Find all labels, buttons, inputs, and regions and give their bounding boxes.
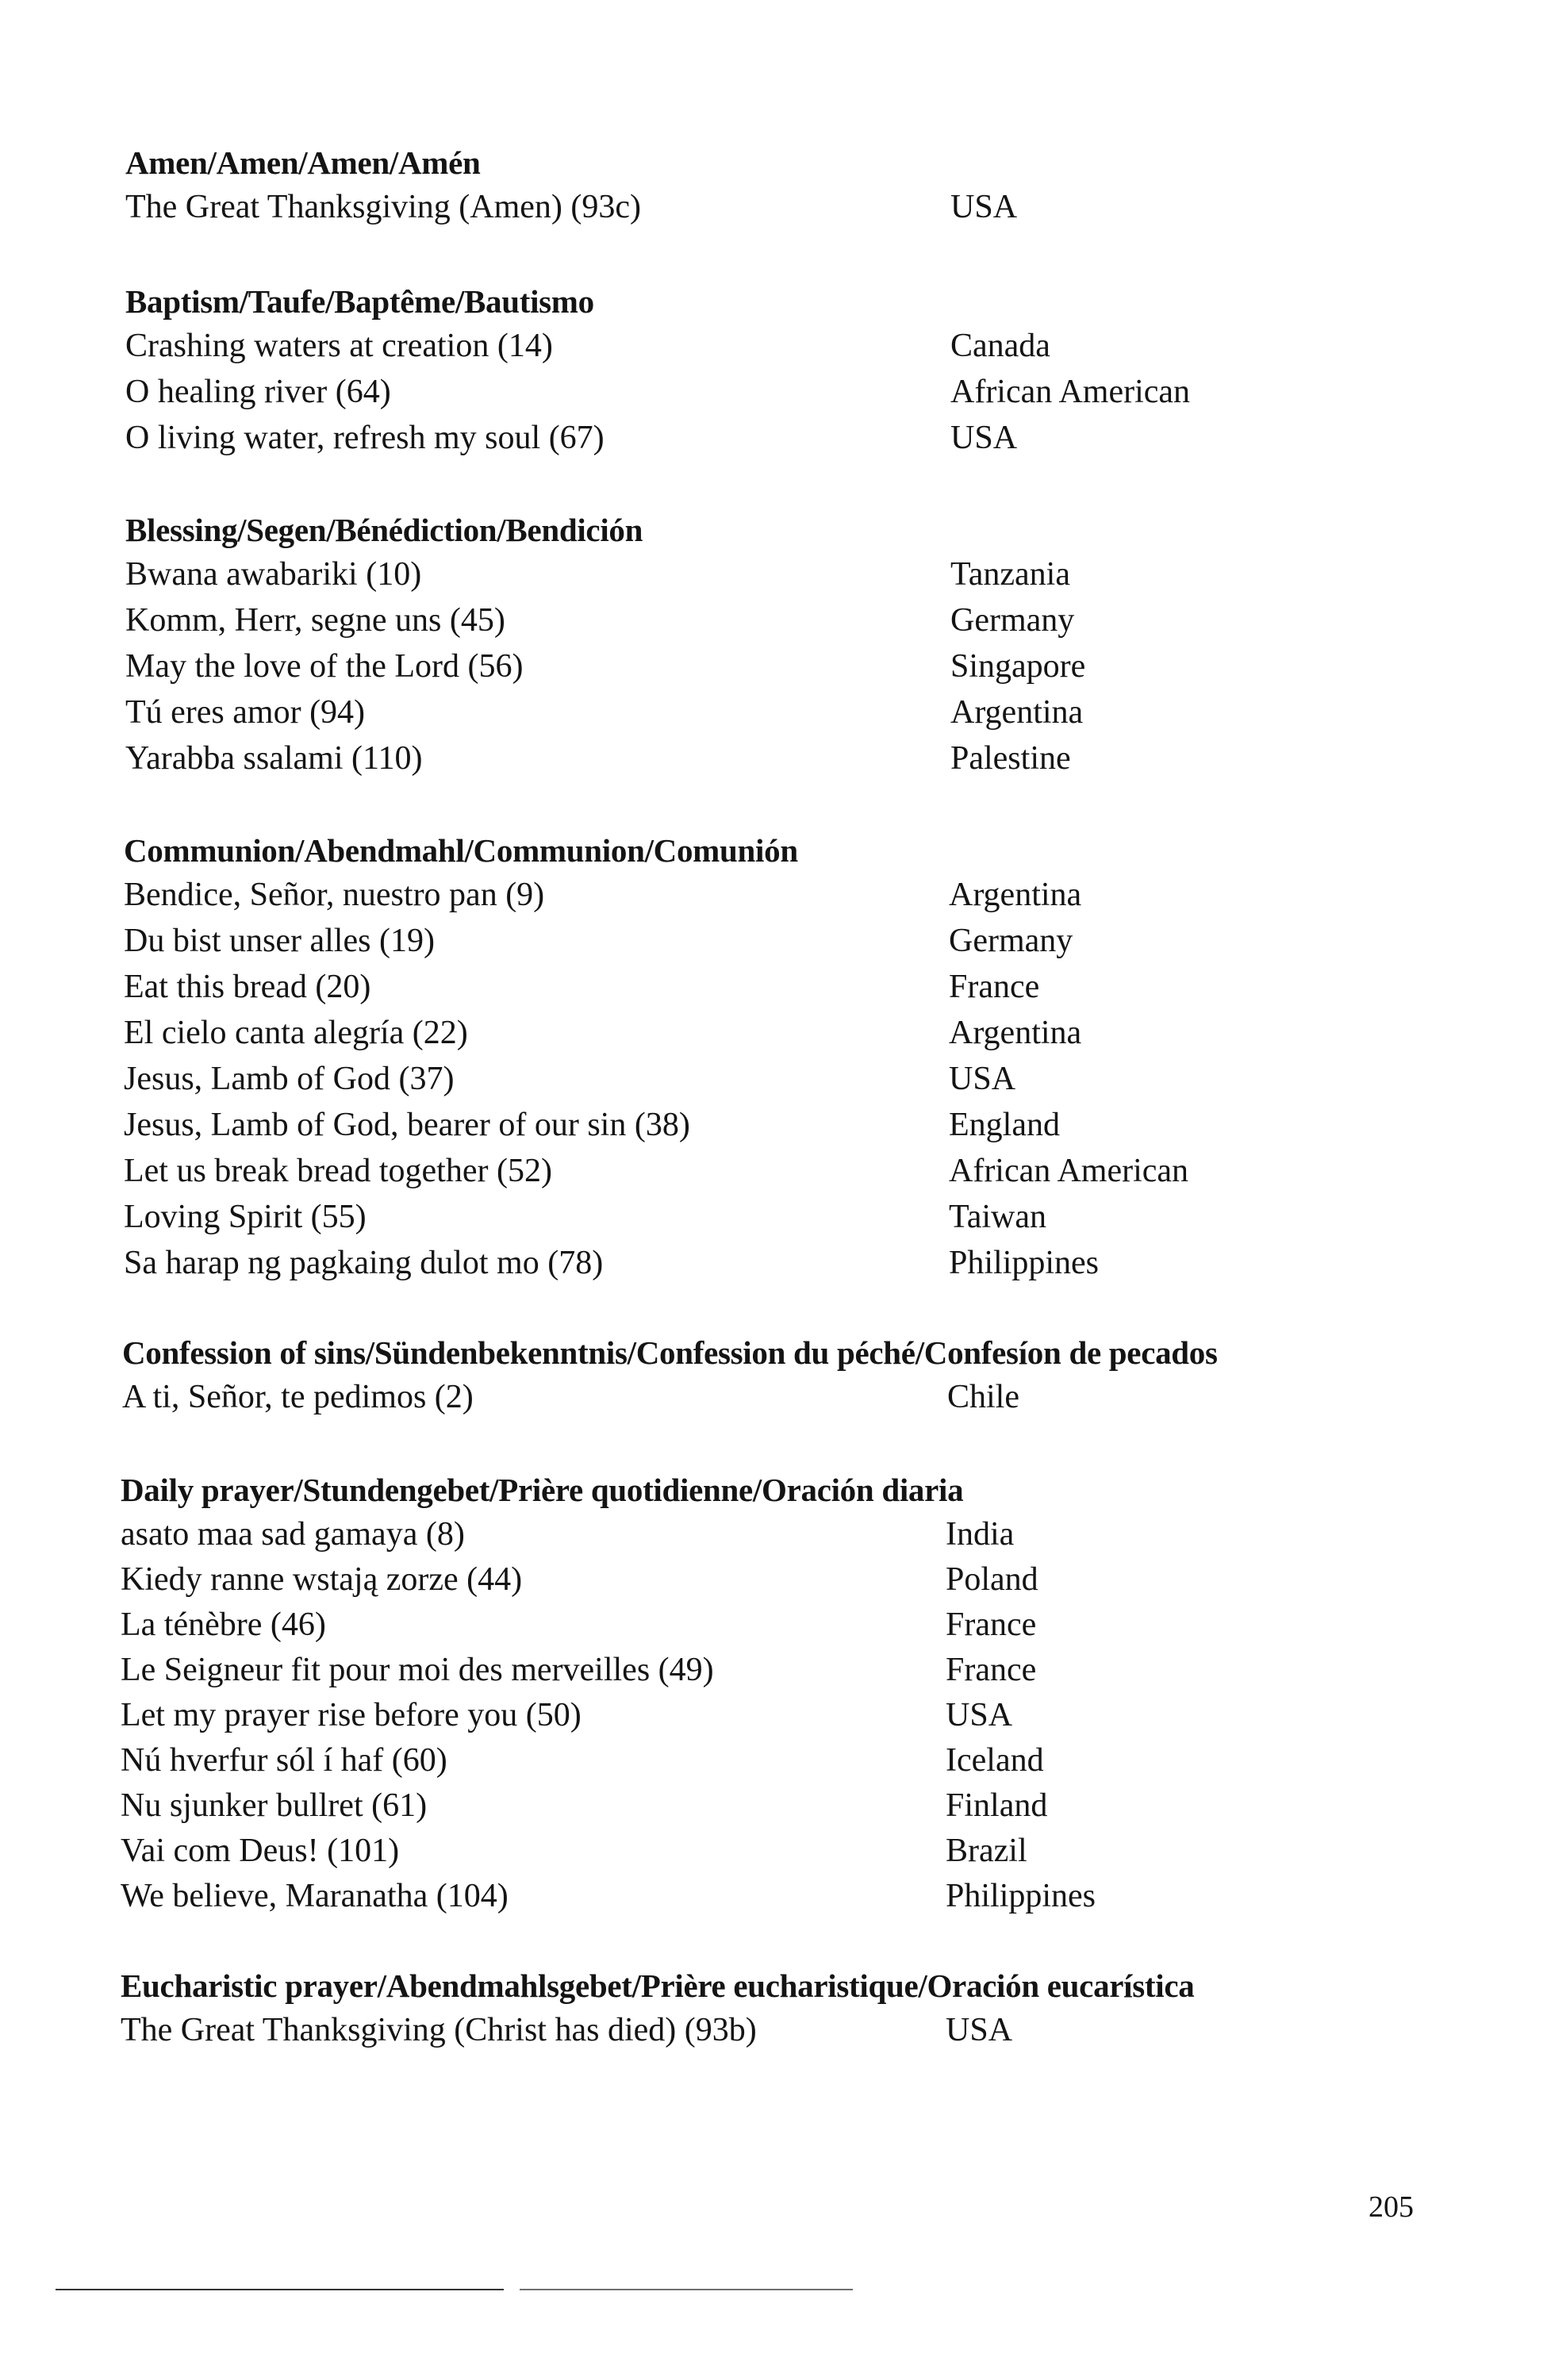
entry-title: The Great Thanksgiving (Christ has died) (93b) [121,2012,757,2048]
index-entry [0,1105,1547,1151]
entry-country: USA [950,420,1018,456]
index-entry [0,967,1547,1013]
entry-country: France [946,1652,1037,1688]
index-entry [0,601,1547,647]
entry-title: El cielo canta alegría (22) [124,1015,468,1051]
section-heading: Amen/Amen/Amen/Amén [125,144,481,181]
entry-country: England [949,1107,1060,1143]
entry-country: African American [949,1153,1189,1189]
entry-title: A ti, Señor, te pedimos (2) [122,1379,474,1415]
entry-title: La ténèbre (46) [121,1606,326,1643]
section-heading: Eucharistic prayer/Abendmahlsgebet/Prière eucharistique/Oración eucarística [121,1967,1195,2004]
entry-title: Yarabba ssalami (110) [125,740,423,777]
entry-country: Argentina [949,877,1082,913]
entry-country: USA [946,1697,1013,1733]
index-entry [0,1695,1547,1741]
entry-title: O living water, refresh my soul (67) [125,420,605,456]
footer-rule-right [520,2289,853,2290]
entry-country: Taiwan [949,1199,1047,1235]
entry-title: The Great Thanksgiving (Amen) (93c) [125,189,642,225]
entry-title: We believe, Maranatha (104) [121,1878,509,1914]
index-entry [0,1013,1547,1059]
entry-country: France [946,1606,1037,1643]
entry-country: Poland [946,1561,1038,1598]
index-entry [0,1514,1547,1560]
entry-country: Tanzania [950,556,1070,593]
entry-country: France [949,969,1040,1005]
entry-title: Bwana awabariki (10) [125,556,422,593]
index-entry [0,647,1547,693]
entry-title: Du bist unser alles (19) [124,923,435,959]
entry-title: Tú eres amor (94) [125,694,366,731]
entry-title: Jesus, Lamb of God, bearer of our sin (38) [124,1107,690,1143]
entry-title: Vai com Deus! (101) [121,1833,400,1869]
entry-country: Germany [949,923,1073,959]
index-entry [0,921,1547,967]
entry-country: India [946,1516,1015,1553]
index-entry [0,1243,1547,1289]
entry-country: African American [950,374,1191,410]
index-entry [0,739,1547,785]
index-entry [0,1059,1547,1105]
entry-title: Le Seigneur fit pour moi des merveilles (49) [121,1652,714,1688]
index-entry [0,326,1547,372]
index-entry [0,187,1547,233]
entry-country: Finland [946,1787,1048,1824]
entry-country: USA [949,1061,1016,1097]
entry-title: Let my prayer rise before you (50) [121,1697,582,1733]
index-entry [0,1786,1547,1832]
entry-title: Eat this bread (20) [124,969,371,1005]
index-entry [0,1831,1547,1877]
entry-country: USA [946,2012,1013,2048]
entry-country: Argentina [949,1015,1082,1051]
footer-rule-left [56,2289,504,2290]
entry-country: Germany [950,602,1075,639]
entry-title: Crashing waters at creation (14) [125,328,553,364]
index-entry [0,1605,1547,1651]
entry-title: Nú hverfur sól í haf (60) [121,1742,447,1779]
section-heading: Baptism/Taufe/Baptême/Bautismo [125,283,594,320]
index-entry [0,1151,1547,1197]
entry-title: asato maa sad gamaya (8) [121,1516,465,1553]
index-entry [0,1876,1547,1922]
index-entry [0,2010,1547,2056]
entry-title: Nu sjunker bullret (61) [121,1787,428,1824]
entry-country: Argentina [950,694,1084,731]
index-entry [0,1377,1547,1423]
entry-country: USA [950,189,1018,225]
entry-title: Komm, Herr, segne uns (45) [125,602,505,639]
page-number: 205 [1368,2190,1414,2224]
entry-title: Kiedy ranne wstają zorze (44) [121,1561,523,1598]
section-heading: Confession of sins/Sündenbekenntnis/Confession du péché/Confesíon de pecados [122,1334,1218,1371]
index-entry [0,372,1547,418]
index-entry [0,693,1547,739]
entry-country: Chile [947,1379,1019,1415]
index-entry [0,1197,1547,1243]
entry-country: Canada [950,328,1050,364]
entry-country: Iceland [946,1742,1044,1779]
entry-country: Palestine [950,740,1071,777]
entry-title: Loving Spirit (55) [124,1199,367,1235]
entry-title: May the love of the Lord (56) [125,648,524,685]
index-entry [0,418,1547,464]
entry-title: Bendice, Señor, nuestro pan (9) [124,877,545,913]
index-entry [0,1650,1547,1696]
index-entry [0,1560,1547,1606]
index-entry [0,1741,1547,1787]
entry-country: Philippines [946,1878,1096,1914]
entry-country: Brazil [946,1833,1027,1869]
entry-country: Singapore [950,648,1086,685]
entry-title: Jesus, Lamb of God (37) [124,1061,455,1097]
entry-title: O healing river (64) [125,374,391,410]
section-heading: Daily prayer/Stundengebet/Prière quotidienne/Oración diaria [121,1472,964,1508]
index-entry [0,875,1547,921]
section-heading: Blessing/Segen/Bénédiction/Bendición [125,512,643,548]
entry-title: Let us break bread together (52) [124,1153,552,1189]
entry-title: Sa harap ng pagkaing dulot mo (78) [124,1245,604,1281]
section-heading: Communion/Abendmahl/Communion/Comunión [124,832,798,869]
index-entry [0,555,1547,601]
entry-country: Philippines [949,1245,1100,1281]
